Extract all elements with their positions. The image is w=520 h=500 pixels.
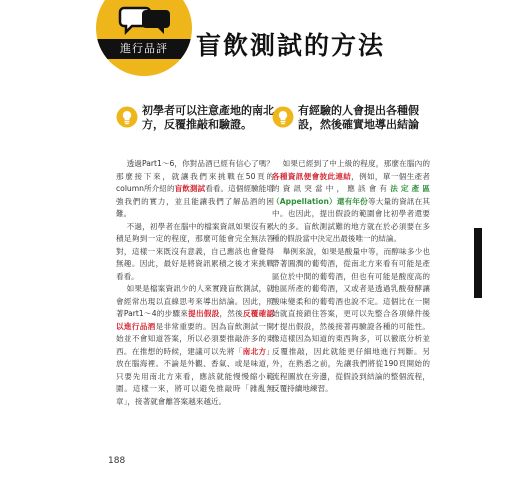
right-callout-text: 有經驗的人會提出各種假設，然後確實地導出結論 [298, 104, 419, 131]
lightbulb-icon [272, 106, 294, 128]
section-badge [96, 0, 192, 76]
left-paragraph-2: 不過，初學者在腦中的檔案資訊如果沒有累積足夠到一定的程度，那麼可能會完全無法答對，這樣一來既沒有意義，自己應該也會覺得無趣。因此，最好是將資訊累積之後才來挑戰看看。 [116, 221, 274, 281]
right-callout [272, 104, 430, 148]
left-paragraph-1: 透過Part1～6，你對品酒已經有信心了嗎？那麼接下來，就讓我們來挑戰在50頁的column所介紹的盲飲測試看看。這個經驗能增強我們的實力，並且能讓我們了解品酒的困難。 [116, 159, 275, 218]
lightbulb-icon [116, 106, 138, 128]
left-column [116, 104, 274, 408]
left-callout [116, 104, 274, 148]
right-column [272, 104, 430, 396]
page-number: 188 [108, 456, 126, 466]
page-title: 盲飲測試的方法 [196, 31, 386, 60]
left-callout-text: 初學者可以注意產地的南北方，反覆推敲和驗證。 [142, 104, 274, 131]
right-paragraph-1: 如果已經到了中上級的程度，那麼在腦內的各種資訊便會彼此連結，例如，單一個生產者的資訊突當中，應該會有法定產區（Appellation）還有年份等大量的資訊在其中。也因此，提出假設的範圍會比初學者還要大的多。盲飲測試難的地方就在於必須要在多種的假設當中決定出最後唯一的結論。 [272, 159, 431, 243]
left-paragraph-3: 如果是檔案資訊少的人來實踐盲飲測試，就會經常出現以直線思考來導出結論。因此，照著Part1～4的步驟來提出假設，然後反覆確認以進行品酒是非常重要的。因為盲飲測試一開始並不會知道答案，所以必須要推敲許多的東西。在推想的時候，建議可以先將「南北方」放在腦海裡。不論是外觀、香氣、或是味道，只要先用南北方來看，應該就能慢慢縮小範圍。這樣一來，將可以避免推敲時「雜亂無章」，接著就會離答案越來越近。 [116, 284, 275, 406]
speech-bubbles-icon [118, 4, 174, 36]
badge-label: 進行品評 [120, 42, 168, 55]
side-tab-marker [474, 228, 482, 298]
right-paragraph-2: 舉例來說，如果是酸量中等，而醇味多少也帶著圓潤的葡萄酒，從南北方來看有可能是產區位於中間的葡萄酒，但也有可能是酸度高的地區所產的葡萄酒，又或者是透過乳酸發酵讓酸味變柔和的葡萄酒也說不定。這個比在一開始就直接鎖住答案，更可以先整合各項條件後才提出假設，然後接著再驗證各種的可能性。像這樣因為知道的東西夠多，可以徹底分析並反覆推敲，因此就能更仔細地進行判斷。另外，在熟悉之前，先讓我們將從190頁開始的流程圖放在旁邊，從假設到結論的整個流程，反覆持續地練習。 [272, 246, 430, 393]
